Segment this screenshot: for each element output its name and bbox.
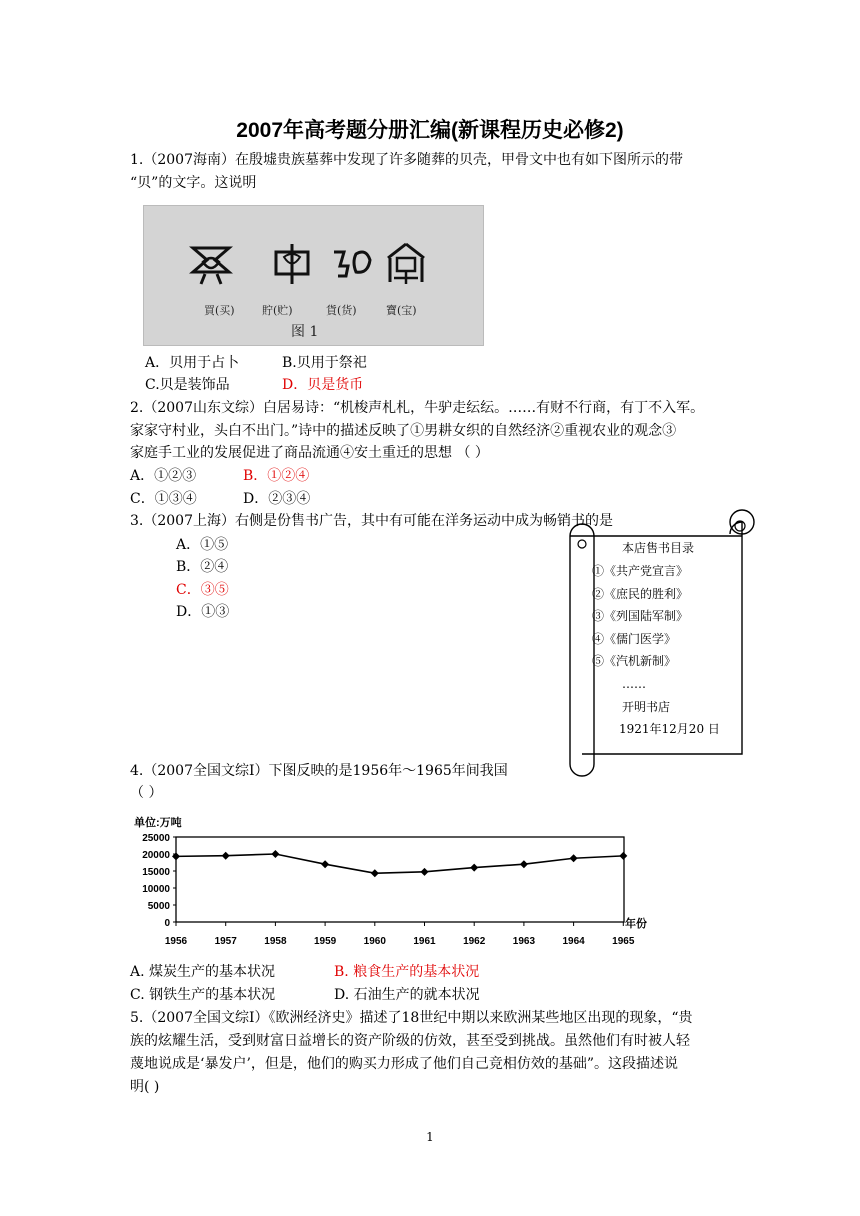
q5-stem-line4: 明( ) (130, 1079, 160, 1095)
figure-label: 图 1 (291, 324, 319, 340)
figure-caption-1: 買(买) (204, 304, 235, 317)
chart-x-tick-label: 1964 (562, 936, 585, 947)
production-line-chart (128, 812, 668, 952)
q1-stem-line1: 1.（2007海南）在殷墟贵族墓葬中发现了许多随葬的贝壳，甲骨文中也有如下图所示的带 (130, 152, 683, 168)
q5-stem-line2: 族的炫耀生活，受到财富日益增长的资产阶级的仿效，甚至受到挑战。虽然他们有时被人轻 (130, 1033, 690, 1049)
figure-caption-2: 貯(贮) (262, 304, 293, 317)
ad-book-item-1: ①《共产党宣言》 (592, 564, 689, 578)
q2-option-c: C．①③④ (130, 491, 197, 507)
ad-date: 1921年12月20 日 (619, 722, 720, 736)
ad-heading: 本店售书目录 (622, 541, 695, 555)
chart-x-tick-label: 1962 (463, 936, 486, 947)
figure-caption-3: 貨(货) (326, 304, 357, 317)
chart-x-tick-label: 1957 (214, 936, 237, 947)
q2-option-a: A．①②③ (130, 468, 197, 484)
chart-series-line (176, 854, 623, 873)
q4-stem-line1: 4.（2007全国文综Ⅰ）下图反映的是1956年～1965年间我国 (130, 763, 508, 779)
oracle-glyph-bao-icon (384, 242, 428, 286)
ad-book-item-2: ②《庶民的胜利》 (592, 587, 689, 601)
oracle-bone-figure (143, 205, 484, 346)
q2-option-d: D．②③④ (243, 491, 311, 507)
q5-stem-line1: 5.（2007全国文综Ⅰ）《欧洲经济史》描述了18世纪中期以来欧洲某些地区出现的现象，“贵 (130, 1010, 693, 1026)
chart-data-point (570, 854, 578, 862)
q4-option-a: A. 煤炭生产的基本状况 (130, 964, 276, 980)
ad-book-item-4: ④《儒门医学》 (592, 632, 677, 646)
q2-stem-line3: 家庭手工业的发展促进了商品流通④安土重迁的思想 （ ） (130, 445, 489, 461)
q4-option-d: D. 石油生产的就本状况 (334, 987, 480, 1003)
q3-stem: 3.（2007上海）右侧是份售书广告，其中有可能在洋务运动中成为畅销书的是 (130, 513, 613, 529)
chart-y-tick-label: 5000 (147, 901, 170, 912)
chart-x-axis-label: 年份 (625, 918, 647, 930)
chart-y-tick-label: 10000 (142, 884, 170, 895)
chart-x-tick-label: 1959 (313, 936, 337, 947)
chart-x-tick-label: 1960 (363, 936, 386, 947)
chart-y-tick-label: 15000 (142, 867, 170, 878)
figure-caption-4: 寶(宝) (386, 304, 417, 317)
q1-option-d-answer: D．贝是货币 (282, 377, 364, 393)
chart-y-tick-label: 20000 (142, 850, 170, 861)
q2-option-b-answer: B．①②④ (243, 468, 310, 484)
chart-data-point (520, 860, 528, 868)
page-title: 2007年高考题分册汇编(新课程历史必修2) (236, 119, 624, 142)
ad-ellipsis: …… (622, 677, 646, 691)
q3-option-b: B．②④ (176, 559, 229, 575)
q4-option-b-answer: B. 粮食生产的基本状况 (334, 964, 480, 980)
chart-data-point (619, 852, 627, 860)
q4-stem-line2: （ ） (130, 785, 163, 801)
oracle-glyph-mai-icon (189, 242, 233, 286)
q1-option-b: B.贝用于祭祀 (282, 355, 367, 371)
chart-data-point (421, 868, 429, 876)
chart-data-point (271, 850, 279, 858)
ad-store-name: 开明书店 (622, 700, 671, 714)
chart-x-tick-label: 1958 (264, 936, 287, 947)
q1-option-c: C.贝是装饰品 (145, 377, 230, 393)
page-number: 1 (426, 1130, 434, 1144)
q2-stem-line2: 家家守村业，头白不出门。”诗中的描述反映了①男耕女织的自然经济②重视农业的观念③ (130, 423, 677, 439)
chart-y-tick-label: 0 (164, 918, 170, 929)
chart-data-point (321, 860, 329, 868)
q3-option-a: A．①⑤ (176, 537, 229, 553)
oracle-glyph-zhu-icon (270, 242, 314, 286)
chart-x-tick-label: 1956 (164, 936, 188, 947)
chart-unit-label: 单位:万吨 (134, 817, 182, 829)
q1-stem-line2: “贝”的文字。这说明 (130, 175, 257, 191)
ad-book-item-3: ③《列国陆军制》 (592, 609, 689, 623)
q3-option-d: D．①③ (176, 604, 230, 620)
q1-option-a: A．贝用于占卜 (145, 355, 240, 371)
chart-y-tick-label: 25000 (142, 833, 170, 844)
chart-data-point (371, 869, 379, 877)
chart-data-point (470, 864, 478, 872)
chart-x-tick-label: 1961 (413, 936, 436, 947)
chart-x-tick-label: 1963 (512, 936, 536, 947)
chart-x-tick-label: 1965 (612, 936, 635, 947)
q2-stem-line1: 2.（2007山东文综）白居易诗：“机梭声札札，牛驴走纭纭。……有财不行商，有丁不入军。 (130, 400, 705, 416)
chart-data-point (222, 852, 230, 860)
q5-stem-line3: 蔑地说成是‘暴发户’，但是，他们的购买力形成了他们自己竞相仿效的基础”。这段描述说 (130, 1056, 679, 1072)
q4-option-c: C. 钢铁生产的基本状况 (130, 987, 276, 1003)
q3-option-c-answer: C．③⑤ (176, 582, 229, 598)
chart-plot-frame (176, 837, 624, 922)
oracle-glyph-huo-icon (330, 242, 374, 286)
ad-book-item-5: ⑤《汽机新制》 (592, 654, 677, 668)
